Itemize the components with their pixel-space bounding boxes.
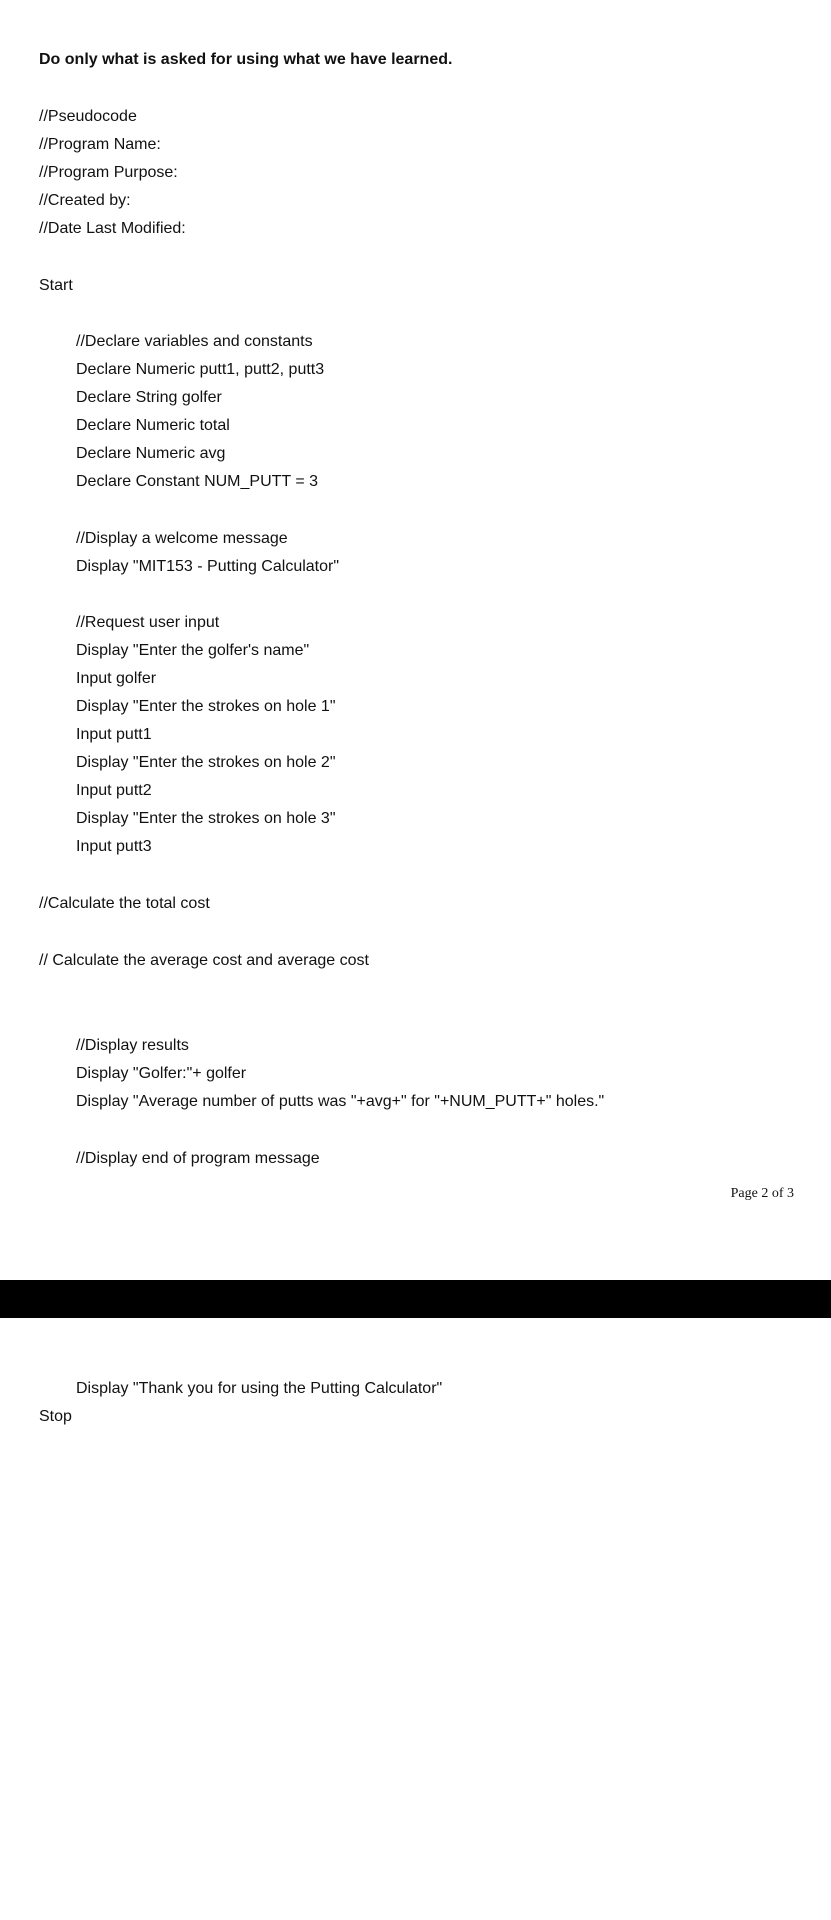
code-line: Input putt2: [76, 782, 152, 799]
code-line: Display "Enter the golfer's name": [76, 642, 310, 659]
instruction-heading: Do only what is asked for using what we have learned.: [39, 51, 453, 68]
code-line: Display "MIT153 - Putting Calculator": [76, 558, 340, 575]
code-line: Declare Numeric total: [76, 417, 230, 434]
code-line: Display "Thank you for using the Putting Calculator": [76, 1380, 443, 1397]
code-line: Declare Numeric putt1, putt2, putt3: [76, 361, 325, 378]
calc-total-comment: //Calculate the total cost: [39, 895, 210, 912]
calc-avg-comment: // Calculate the average cost and average cost: [39, 952, 369, 969]
header-comment: //Date Last Modified:: [39, 220, 186, 237]
code-line: Declare Constant NUM_PUTT = 3: [76, 473, 319, 490]
code-line: Display "Enter the strokes on hole 1": [76, 698, 336, 715]
page-number: Page 2 of 3: [730, 1186, 794, 1201]
header-comment: //Pseudocode: [39, 108, 137, 125]
code-line: Declare Numeric avg: [76, 445, 226, 462]
start-keyword: Start: [39, 277, 73, 294]
code-line: Display "Golfer:"+ golfer: [76, 1065, 247, 1082]
code-line: Declare String golfer: [76, 389, 222, 406]
welcome-comment: //Display a welcome message: [76, 530, 288, 547]
code-line: Display "Enter the strokes on hole 2": [76, 754, 336, 771]
code-line: Display "Enter the strokes on hole 3": [76, 810, 336, 827]
code-line: Input putt1: [76, 726, 152, 743]
header-comment: //Created by:: [39, 192, 131, 209]
header-comment: //Program Purpose:: [39, 164, 178, 181]
page-break-band: [0, 1280, 831, 1318]
code-line: Display "Average number of putts was "+avg+" for "+NUM_PUTT+" holes.": [76, 1093, 605, 1110]
code-line: Input putt3: [76, 838, 152, 855]
code-line: Input golfer: [76, 670, 157, 687]
input-comment: //Request user input: [76, 614, 220, 631]
end-comment: //Display end of program message: [76, 1150, 320, 1167]
declare-comment: //Declare variables and constants: [76, 333, 313, 350]
results-comment: //Display results: [76, 1037, 189, 1054]
stop-keyword: Stop: [39, 1408, 72, 1425]
header-comment: //Program Name:: [39, 136, 161, 153]
